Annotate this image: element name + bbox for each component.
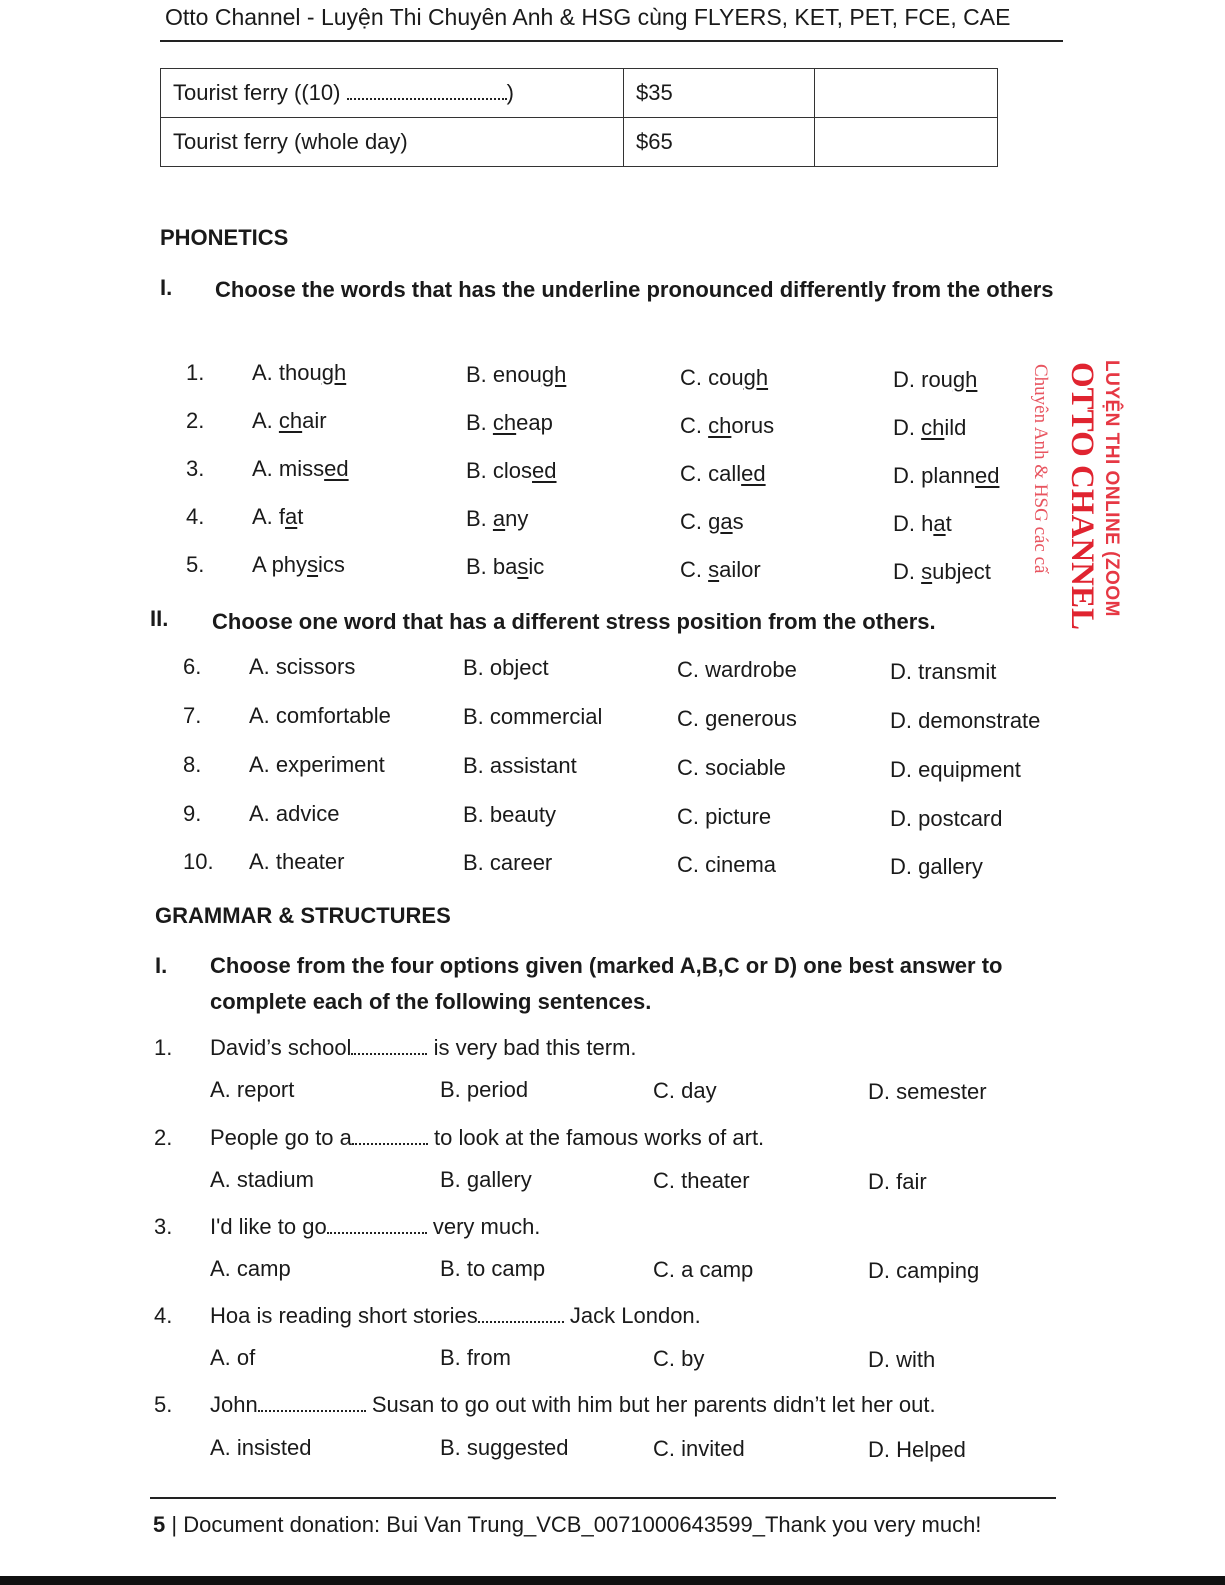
answer-option	[466, 458, 557, 484]
answer-option: D. gallery	[890, 854, 983, 879]
question-number: 3.	[154, 1214, 173, 1239]
underlined-sound: gh	[541, 362, 567, 387]
answer-option	[252, 504, 303, 530]
answer-option	[252, 408, 327, 434]
answer-option	[680, 461, 766, 487]
underlined-sound: s	[921, 559, 933, 584]
answer-blank	[327, 1218, 427, 1234]
word-part: C. call	[680, 461, 742, 486]
word-part: ny	[505, 506, 529, 531]
question-number: 9.	[183, 801, 202, 826]
word-part: ubject	[932, 559, 991, 584]
answer-option	[893, 367, 977, 393]
answer-option: B. commercial	[463, 704, 603, 729]
answer-option: B. period	[440, 1077, 529, 1102]
answer-option: D. demonstrate	[890, 708, 1041, 733]
answer-option: C. sociable	[677, 755, 786, 780]
underlined-sound: a	[720, 509, 733, 534]
answer-option: D. postcard	[890, 806, 1003, 831]
list-item	[0, 456, 1100, 486]
question-number: 4.	[186, 504, 205, 529]
answer-option: B. to camp	[440, 1256, 546, 1281]
part-number: I.	[160, 275, 173, 300]
fare-item-cell	[161, 69, 624, 118]
answer-option: C. picture	[677, 804, 772, 829]
underlined-sound: ch	[278, 408, 303, 433]
answer-option: C. cinema	[677, 852, 777, 877]
list-item	[0, 552, 1100, 582]
question-number: 6.	[183, 654, 202, 679]
options-row	[0, 1345, 1100, 1375]
underlined-sound: s	[517, 554, 529, 579]
answer-option: A. report	[210, 1077, 295, 1102]
options-row	[0, 1435, 1100, 1465]
answer-option: A. experiment	[249, 752, 385, 777]
word-part: B. enou	[466, 362, 542, 387]
question-number: 5.	[186, 552, 205, 577]
answer-option: A. stadium	[210, 1167, 314, 1192]
underlined-sound: s	[307, 552, 319, 577]
part-number: I.	[155, 953, 168, 978]
fare-item-cell: Tourist ferry (whole day)	[161, 118, 624, 167]
instruction-text: Choose the words that has the underline pronounced differently from the others	[215, 277, 1054, 302]
footer-text: | Document donation: Bui Van Trung_VCB_0071000643599_Thank you very much!	[165, 1512, 982, 1537]
sentence-start: I'd like to go	[210, 1214, 327, 1239]
underlined-sound: a	[933, 511, 946, 536]
word-part: A phy	[252, 552, 308, 577]
word-part: orus	[731, 413, 775, 438]
sentence-end: Jack London.	[563, 1303, 701, 1328]
underlined-sound: ed	[741, 461, 766, 486]
answer-option	[680, 365, 768, 391]
answer-option: B. gallery	[440, 1167, 532, 1192]
question-sentence	[0, 1035, 1100, 1065]
list-item	[0, 752, 1100, 782]
answer-option	[680, 509, 744, 535]
word-part: t	[945, 511, 952, 536]
footer-rule	[150, 1497, 1056, 1499]
word-part: t	[297, 504, 304, 529]
question-number: 5.	[154, 1392, 173, 1417]
sentence-start: Hoa is reading short stories	[210, 1303, 478, 1328]
fare-price-cell: $35	[624, 69, 815, 118]
word-part: eap	[516, 410, 553, 435]
list-item	[0, 703, 1100, 733]
underlined-sound: a	[285, 504, 298, 529]
word-part: D. rou	[893, 367, 953, 392]
answer-option: A. of	[210, 1345, 256, 1370]
part-number: II.	[150, 606, 169, 631]
word-part: D.	[893, 415, 922, 440]
answer-option	[680, 413, 774, 439]
stamp-line-1: LUYỆN THI ONLINE (ZOOM	[1101, 360, 1122, 617]
question-sentence	[0, 1392, 1100, 1422]
options-row	[0, 1167, 1100, 1197]
answer-option: C. wardrobe	[677, 657, 797, 682]
sentence-text	[210, 1303, 701, 1329]
answer-option: A. insisted	[210, 1435, 312, 1460]
table-row	[161, 69, 998, 118]
sentence-text	[210, 1214, 540, 1240]
answer-option: A. scissors	[249, 654, 356, 679]
underlined-sound: a	[492, 506, 506, 531]
answer-option: B. from	[440, 1345, 511, 1370]
stamp-line-3: Chuyên Anh & HSG các cấ	[1030, 364, 1051, 574]
word-part: A.	[252, 408, 279, 433]
page-header: Otto Channel - Luyện Thi Chuyên Anh & HSG cùng FLYERS, KET, PET, FCE, CAE	[165, 4, 1011, 30]
word-part: B.	[466, 506, 493, 531]
underlined-sound: ed	[324, 456, 349, 481]
question-number: 1.	[186, 360, 205, 385]
instruction-text: Choose from the four options given (marked A,B,C or D) one best answer to complete each of the following sentences.	[210, 953, 1003, 1014]
sentence-text	[210, 1035, 637, 1061]
page-number: 5	[153, 1512, 166, 1537]
answer-option	[893, 463, 999, 489]
answer-option: D. Helped	[868, 1437, 966, 1462]
question-number: 3.	[186, 456, 205, 481]
question-sentence	[0, 1214, 1100, 1244]
section-title-phonetics: PHONETICS	[160, 225, 289, 250]
word-part: A. thou	[252, 360, 322, 385]
answer-option: B. object	[463, 655, 549, 680]
underlined-sound: ch	[492, 410, 517, 435]
table-row	[161, 118, 998, 167]
word-part: C. g	[680, 509, 721, 534]
answer-option: C. a camp	[653, 1257, 754, 1282]
answer-option: B. assistant	[463, 753, 577, 778]
underlined-sound: ch	[708, 413, 732, 438]
sentence-end: to look at the famous works of art.	[427, 1125, 765, 1150]
answer-option: A. comfortable	[249, 703, 391, 728]
word-part: C.	[680, 413, 709, 438]
answer-option	[680, 557, 761, 583]
word-part: s	[732, 509, 744, 534]
answer-option: D. transmit	[890, 659, 997, 684]
underlined-sound: ch	[921, 415, 945, 440]
word-part: A. f	[252, 504, 286, 529]
question-number: 8.	[183, 752, 202, 777]
list-item	[0, 801, 1100, 831]
fare-table	[160, 68, 998, 167]
word-part: D. h	[893, 511, 934, 536]
word-part: ailor	[719, 557, 761, 582]
question-number: 10.	[183, 849, 214, 874]
answer-option	[893, 511, 952, 537]
answer-option	[466, 506, 528, 532]
fare-empty-cell	[815, 118, 998, 167]
fare-price-cell: $65	[624, 118, 815, 167]
answer-blank	[258, 1396, 366, 1412]
underlined-sound: s	[708, 557, 720, 582]
answer-option: D. with	[868, 1347, 936, 1372]
header-rule	[160, 40, 1063, 42]
list-item	[0, 360, 1100, 390]
answer-blank	[347, 84, 507, 100]
list-item	[0, 849, 1100, 879]
underlined-sound: gh	[321, 360, 347, 385]
answer-option: D. fair	[868, 1169, 927, 1194]
underlined-sound: gh	[743, 365, 769, 390]
sentence-start: David’s school	[210, 1035, 352, 1060]
answer-option: A. camp	[210, 1256, 291, 1281]
fare-item-label: Tourist ferry ((10)	[173, 80, 347, 105]
sentence-end: is very bad this term.	[427, 1035, 637, 1060]
answer-option: B. suggested	[440, 1435, 569, 1460]
word-part: ic	[528, 554, 545, 579]
sentence-start: People go to a	[210, 1125, 352, 1150]
fare-empty-cell	[815, 69, 998, 118]
underlined-sound: ed	[974, 463, 1000, 488]
word-part: C.	[680, 557, 709, 582]
word-part: B.	[466, 410, 493, 435]
page-footer	[153, 1512, 981, 1538]
answer-option	[252, 360, 346, 386]
question-number: 4.	[154, 1303, 173, 1328]
question-sentence	[0, 1125, 1100, 1155]
answer-option	[466, 362, 566, 388]
answer-option: C. invited	[653, 1436, 745, 1461]
sentence-end: Susan to go out with him but her parents didn’t let her out.	[365, 1392, 936, 1417]
stamp-line-2: OTTO CHANNEL	[1064, 362, 1100, 631]
answer-option: C. generous	[677, 706, 797, 731]
question-number: 7.	[183, 703, 202, 728]
question-number: 2.	[186, 408, 205, 433]
word-part: air	[302, 408, 327, 433]
options-row	[0, 1256, 1100, 1286]
word-part: C. cou	[680, 365, 744, 390]
list-item	[0, 504, 1100, 534]
answer-option: A. theater	[249, 849, 345, 874]
answer-option	[893, 559, 991, 585]
sentence-text	[210, 1392, 936, 1418]
fare-item-suffix: )	[506, 80, 514, 105]
answer-option: B. career	[463, 850, 553, 875]
question-sentence	[0, 1303, 1100, 1333]
list-item	[0, 654, 1100, 684]
word-part: D.	[893, 559, 922, 584]
word-part: ild	[944, 415, 967, 440]
scan-edge	[0, 1576, 1225, 1585]
answer-option: D. equipment	[890, 757, 1021, 782]
answer-option: D. camping	[868, 1258, 980, 1283]
answer-option	[252, 456, 349, 482]
list-item	[0, 408, 1100, 438]
word-part: D. plann	[893, 463, 975, 488]
answer-option: C. by	[653, 1346, 705, 1371]
answer-blank	[478, 1307, 564, 1323]
word-part: B. clos	[466, 458, 533, 483]
answer-blank	[352, 1129, 428, 1145]
answer-option: B. beauty	[463, 802, 556, 827]
answer-blank	[351, 1039, 427, 1055]
question-number: 1.	[154, 1035, 173, 1060]
options-row	[0, 1077, 1100, 1107]
answer-option	[466, 410, 553, 436]
question-number: 2.	[154, 1125, 173, 1150]
instruction-text: Choose one word that has a different stress position from the others.	[212, 609, 936, 634]
sentence-end: very much.	[426, 1214, 541, 1239]
word-part: ics	[318, 552, 345, 577]
word-part: B. ba	[466, 554, 518, 579]
answer-option	[893, 415, 966, 441]
answer-option: C. day	[653, 1078, 717, 1103]
answer-option: A. advice	[249, 801, 340, 826]
answer-option: D. semester	[868, 1079, 987, 1104]
answer-option: C. theater	[653, 1168, 750, 1193]
underlined-sound: ed	[532, 458, 557, 483]
answer-option	[466, 554, 544, 580]
word-part: A. miss	[252, 456, 325, 481]
answer-option	[252, 552, 345, 578]
sentence-start: John	[210, 1392, 258, 1417]
underlined-sound: gh	[952, 367, 978, 392]
sentence-text	[210, 1125, 764, 1151]
section-title-grammar: GRAMMAR & STRUCTURES	[155, 903, 451, 928]
